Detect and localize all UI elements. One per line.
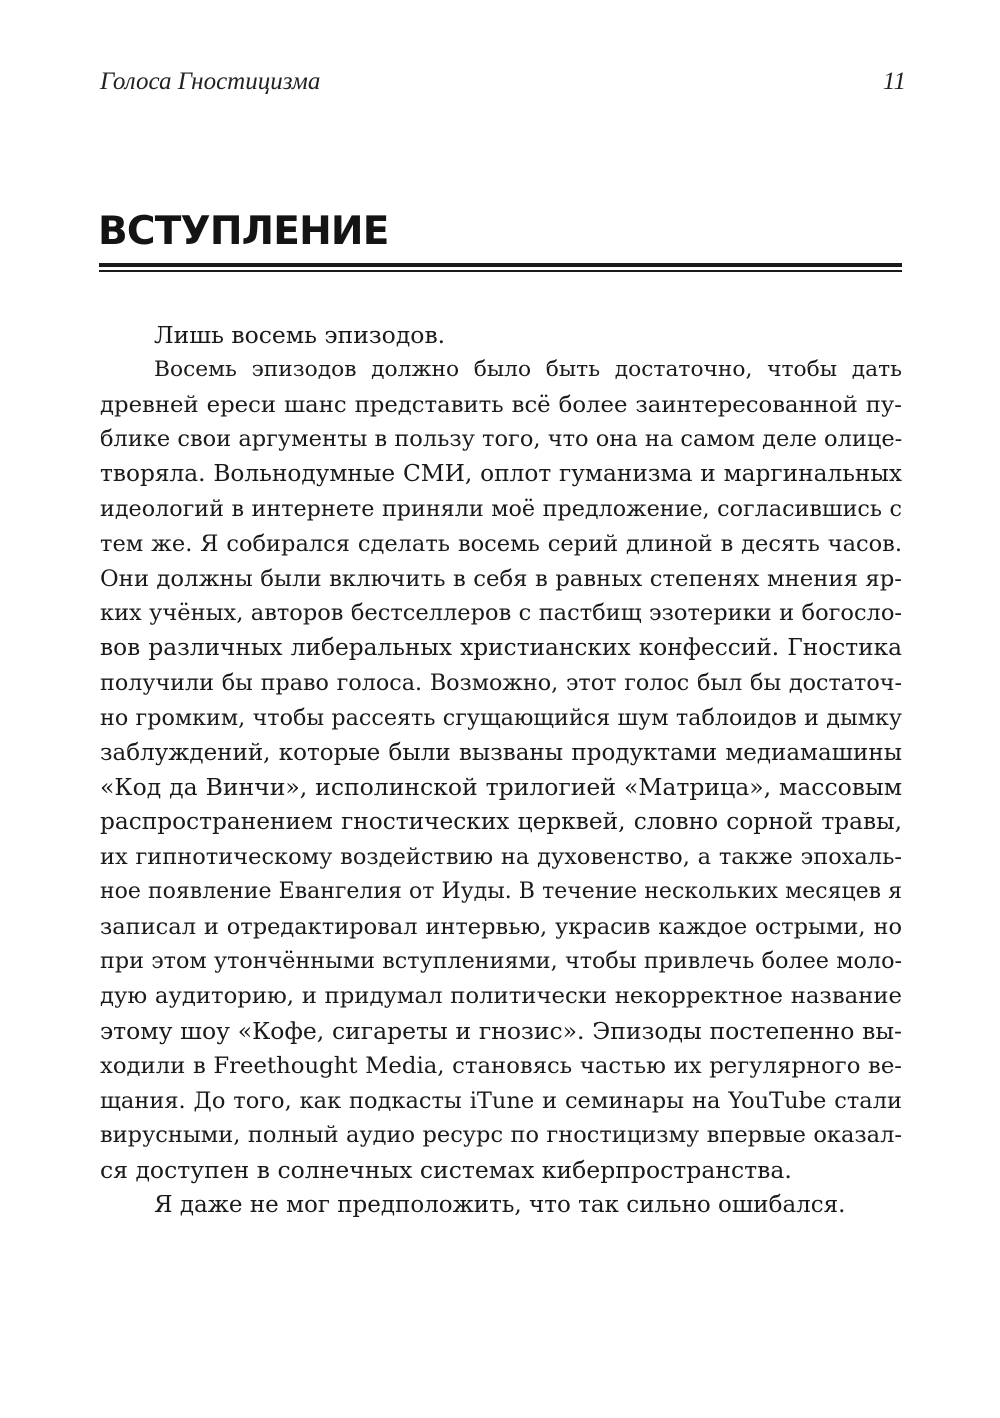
title-rule-thin [99, 270, 902, 272]
title-rule-thick [99, 263, 902, 267]
text-line: при этом утончёнными вступлениями, чтобы привлечь более моло- [100, 948, 902, 975]
title-double-rule [99, 263, 902, 273]
text-line: ких учёных, авторов бестселлеров с пастбищ эзотерики и богосло- [100, 600, 902, 627]
text-line: но громким, чтобы рассеять сгущающийся шум таблоидов и дымку [100, 704, 902, 731]
running-title: Голоса Гностицизма [100, 68, 321, 95]
text-line: Лишь восемь эпизодов. [154, 321, 446, 349]
text-line: тем же. Я собирался сделать восемь серий длиной в десять часов. [100, 530, 902, 557]
text-line: дую аудиторию, и придумал политически некорректное название [100, 983, 902, 1010]
text-line: Восемь эпизодов должно было быть достаточно, чтобы дать [154, 356, 902, 382]
text-line: блике свои аргументы в пользу того, что она на самом деле олице- [100, 426, 903, 453]
body-text [100, 318, 902, 1223]
text-line: «Код да Винчи», исполинской трилогией «Матрица», массовым [100, 773, 902, 802]
text-line: Они должны были включить в себя в равных степенях мнения яр- [100, 565, 902, 592]
text-line: получили бы право голоса. Возможно, этот голос был бы достаточ- [100, 669, 902, 696]
text-line: ное появление Евангелия от Иуды. В течение нескольких месяцев я [100, 878, 902, 904]
text-line: их гипнотическому воздействию на духовенство, а также эпохаль- [100, 843, 902, 870]
text-line: творяла. Вольнодумные СМИ, оплот гуманизма и маргинальных [100, 460, 902, 488]
text-line: этому шоу «Кофе, сигареты и гнозис». Эпизоды постепенно вы- [100, 1016, 902, 1045]
text-line: вирусными, полный аудио ресурс по гностицизму впервые оказал- [100, 1122, 902, 1149]
text-line: распространением гностических церквей, словно сорной травы, [100, 808, 902, 836]
chapter-title: ВСТУПЛЕНИЕ [98, 209, 389, 254]
text-line: древней ереси шанс представить всё более заинтересованной пу- [100, 391, 902, 418]
text-line: Я даже не мог предположить, что так сильно ошибался. [154, 1191, 846, 1218]
text-line: идеологий в интернете приняли моё предложение, согласившись с [100, 495, 902, 522]
text-line: заблуждений, которые были вызваны продуктами медиамашины [100, 739, 902, 766]
text-line: ся доступен в солнечных системах киберпространства. [100, 1156, 792, 1185]
text-line: щания. До того, как подкасты iTune и семинары на YouTube стали [100, 1087, 902, 1114]
running-header [100, 64, 906, 104]
page-number: 11 [882, 68, 906, 95]
text-line: ходили в Freethought Media, становясь частью их регулярного ве- [100, 1052, 902, 1079]
text-line: вов различных либеральных христианских конфессий. Гностика [100, 634, 902, 662]
text-line: записал и отредактировал интервью, украсив каждое острыми, но [100, 913, 902, 940]
